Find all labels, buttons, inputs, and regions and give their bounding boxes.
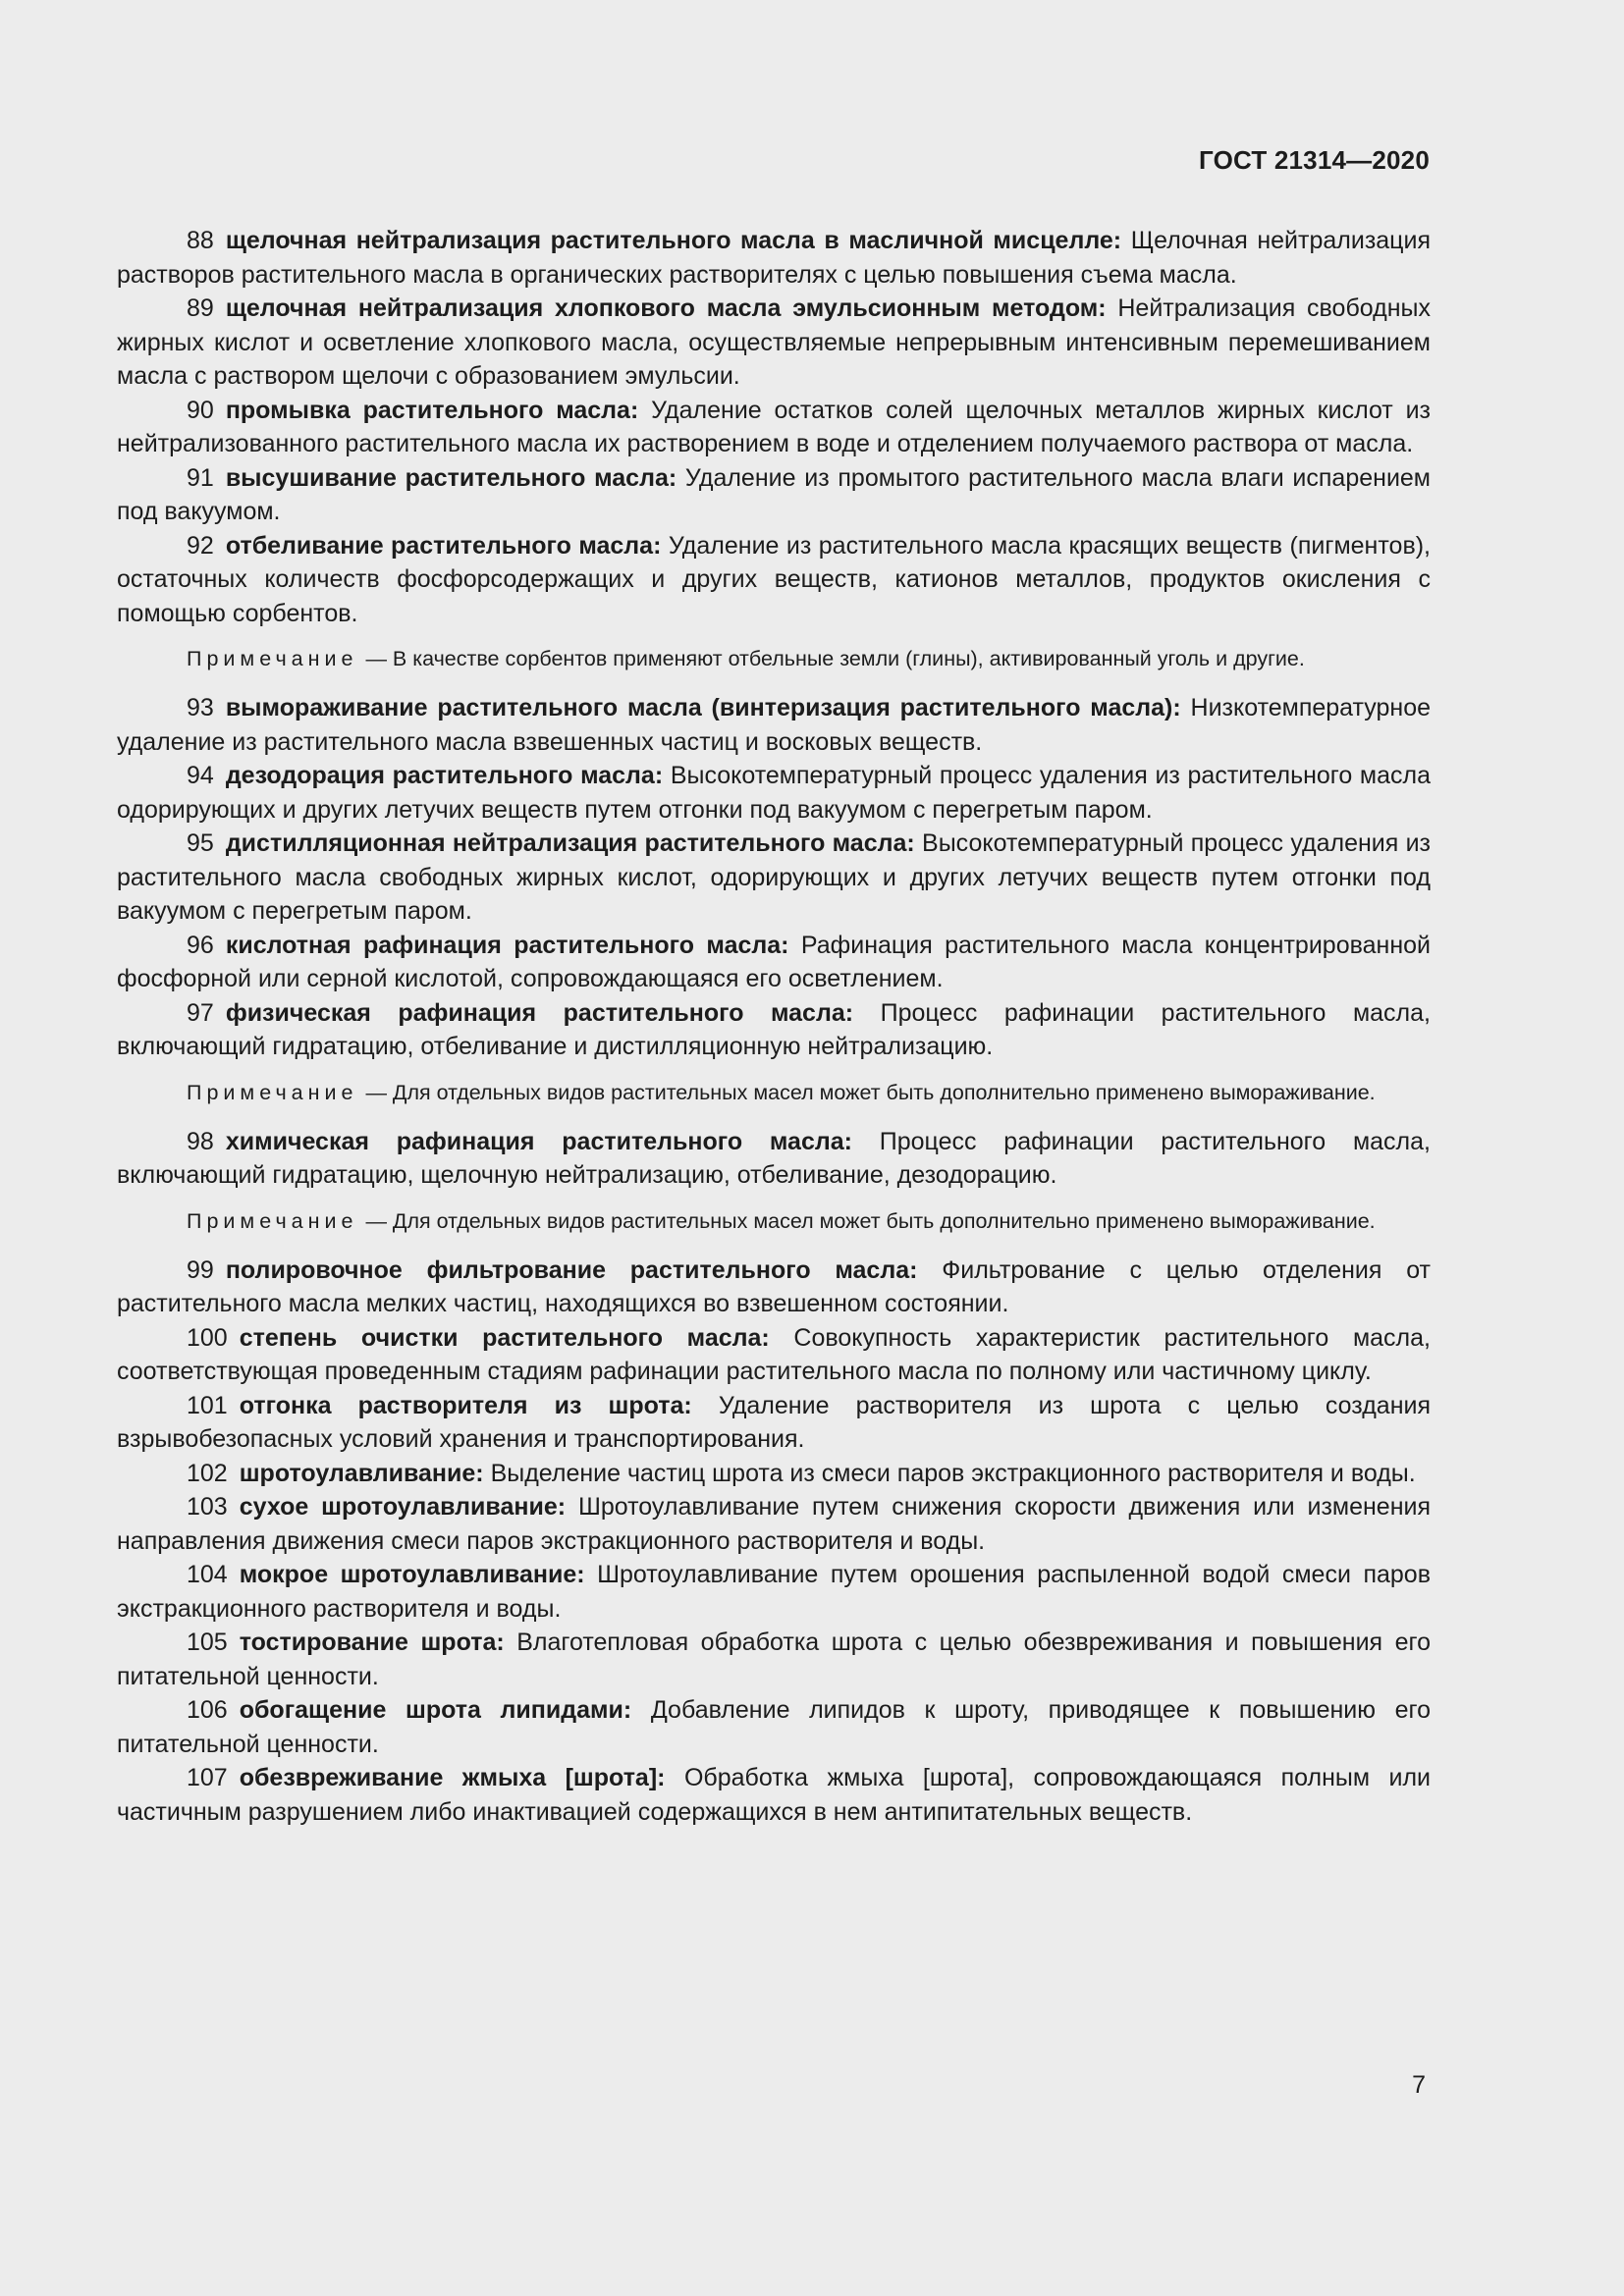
term-title: кислотная рафинация растительного масла: [225, 931, 789, 959]
term-entry-95 [117, 827, 1431, 929]
term-number: 107 [187, 1764, 228, 1791]
page-number: 7 [1412, 2071, 1426, 2099]
term-number: 105 [187, 1629, 228, 1656]
term-definition: Выделение частиц шрота из смеси паров экстракционного растворителя и воды. [490, 1459, 1416, 1487]
term-title: вымораживание растительного масла (винтеризация растительного масла): [225, 694, 1181, 721]
term-definition: Удаление из растительного масла красящих веществ (пигментов), остаточных количеств фосфорсодержащих и других веществ, катионов металлов, продуктов окисления с помощью сорбентов. [117, 531, 1431, 627]
term-definition: Влаготепловая обработка шрота с целью обезвреживания и повышения его питательной ценности. [117, 1629, 1431, 1690]
term-title: промывка растительного масла: [225, 396, 639, 424]
term-number: 104 [187, 1561, 228, 1588]
note-2 [117, 1078, 1431, 1107]
term-entry-91 [117, 461, 1431, 529]
term-title: полировочное фильтрование растительного масла: [225, 1255, 918, 1284]
term-number: 98 [187, 1127, 214, 1155]
term-definition: Высокотемпературный процесс удаления из растительного масла одорирующих и других летучих веществ путем отгонки под вакуумом с перегретым паром. [117, 762, 1432, 824]
term-number: 97 [187, 998, 214, 1027]
term-entry-93 [117, 691, 1431, 759]
term-title: шротоулавливание: [239, 1459, 484, 1487]
term-definition: Шротоулавливание путем орошения распыленной водой смеси паров экстракционного растворителя и воды. [117, 1561, 1431, 1623]
term-title: щелочная нейтрализация растительного масла в масличной мисцелле: [225, 227, 1122, 254]
term-entry-102 [117, 1457, 1431, 1491]
note-3 [117, 1206, 1431, 1236]
term-number: 90 [187, 396, 214, 424]
term-definition: Удаление растворителя из шрота с целью создания взрывобезопасных условий хранения и транспортирования. [117, 1391, 1431, 1453]
term-entry-94 [117, 759, 1431, 827]
term-number: 94 [187, 762, 214, 789]
term-number: 92 [187, 531, 214, 560]
term-number: 93 [187, 694, 214, 721]
term-title: дезодорация растительного масла: [225, 762, 664, 789]
term-definition: Рафинация растительного масла концентрированной фосфорной или серной кислотой, сопровождающаяся его осветлением. [117, 931, 1431, 992]
term-title: степень очистки растительного масла: [239, 1323, 770, 1352]
term-definition: Процесс рафинации растительного масла, включающий гидратацию, щелочную нейтрализацию, отбеливание, дезодорацию. [117, 1127, 1431, 1189]
term-definition: Добавление липидов к шроту, приводящее к повышению его питательной ценности. [117, 1696, 1431, 1758]
document-header: ГОСТ 21314—2020 [1199, 145, 1430, 175]
term-definition: Процесс рафинации растительного масла, включающий гидратацию, отбеливание и дистилляционную нейтрализацию. [117, 998, 1431, 1060]
term-title: мокрое шротоулавливание: [239, 1561, 585, 1588]
term-entry-96 [117, 929, 1431, 996]
term-number: 89 [187, 294, 214, 322]
term-title: обогащение шрота липидами: [239, 1696, 632, 1724]
term-number: 99 [187, 1255, 214, 1284]
note-text: — Для отдельных видов растительных масел может быть дополнительно применено вымораживание. [365, 1080, 1376, 1104]
note-label: Примечание [187, 1080, 358, 1104]
term-entry-98 [117, 1125, 1431, 1193]
term-entry-101 [117, 1389, 1431, 1457]
term-entry-104 [117, 1558, 1431, 1626]
term-title: высушивание растительного масла: [225, 463, 677, 492]
term-title: отгонка растворителя из шрота: [239, 1391, 692, 1419]
term-title: тостирование шрота: [239, 1629, 505, 1656]
note-label: Примечание [187, 1208, 358, 1233]
term-definition: Шротоулавливание путем снижения скорости движения или изменения направления движения смеси паров экстракционного растворителя и воды. [117, 1493, 1432, 1555]
term-number: 95 [187, 829, 214, 857]
term-definition: Удаление остатков солей щелочных металлов жирных кислот из нейтрализованного растительного масла их растворением в воде и отделением получаемого раствора от масла. [117, 396, 1431, 457]
term-number: 91 [187, 463, 214, 492]
term-number: 101 [187, 1391, 228, 1419]
term-number: 96 [187, 931, 214, 959]
term-title: дистилляционная нейтрализация растительного масла: [225, 829, 915, 857]
note-text: — Для отдельных видов растительных масел может быть дополнительно применено вымораживание. [365, 1208, 1376, 1233]
term-definition: Совокупность характеристик растительного масла, соответствующая проведенным стадиям рафинации растительного масла по полному или частичному циклу. [117, 1323, 1431, 1385]
term-entry-105 [117, 1626, 1431, 1693]
term-definition: Нейтрализация свободных жирных кислот и осветление хлопкового масла, осуществляемые непрерывным интенсивным перемешиванием масла с раствором щелочи с образованием эмульсии. [117, 294, 1431, 390]
term-definition: Низкотемпературное удаление из растительного масла взвешенных частиц и восковых веществ. [117, 694, 1431, 756]
term-entry-107 [117, 1761, 1431, 1829]
term-number: 88 [187, 227, 214, 254]
term-definition: Щелочная нейтрализация растворов растительного масла в органических растворителях с целью повышения съема масла. [117, 227, 1432, 289]
term-entry-88 [117, 224, 1431, 292]
term-title: физическая рафинация растительного масла: [225, 998, 854, 1027]
document-body [117, 224, 1431, 1829]
term-title: отбеливание растительного масла: [225, 531, 662, 560]
term-number: 106 [187, 1696, 228, 1724]
term-number: 100 [187, 1323, 228, 1352]
term-entry-103 [117, 1490, 1431, 1558]
term-entry-106 [117, 1693, 1431, 1761]
term-definition: Фильтрование с целью отделения от растительного масла мелких частиц, находящихся во взвешенном состоянии. [117, 1255, 1432, 1317]
note-label: Примечание [187, 647, 358, 670]
term-definition: Удаление из промытого растительного масла влаги испарением под вакуумом. [117, 463, 1431, 525]
term-number: 102 [187, 1459, 228, 1487]
term-entry-92 [117, 529, 1431, 631]
term-entry-97 [117, 996, 1431, 1064]
note-1 [117, 644, 1431, 673]
term-entry-99 [117, 1254, 1431, 1321]
term-number: 103 [187, 1493, 228, 1521]
term-definition: Обработка жмыха [шрота], сопровождающаяся полным или частичным разрушением либо инактивацией содержащихся в нем антипитательных веществ. [117, 1764, 1431, 1826]
term-entry-90 [117, 394, 1431, 461]
term-title: щелочная нейтрализация хлопкового масла эмульсионным методом: [225, 294, 1107, 322]
term-title: обезвреживание жмыха [шрота]: [239, 1764, 666, 1791]
term-title: сухое шротоулавливание: [239, 1493, 567, 1521]
note-text: — В качестве сорбентов применяют отбельные земли (глины), активированный уголь и другие. [365, 647, 1305, 670]
term-entry-100 [117, 1321, 1431, 1389]
term-title: химическая рафинация растительного масла: [225, 1127, 852, 1155]
term-definition: Высокотемпературный процесс удаления из растительного масла свободных жирных кислот, одорирующих и других летучих веществ путем отгонки под вакуумом с перегретым паром. [117, 829, 1432, 925]
term-entry-89 [117, 292, 1431, 394]
